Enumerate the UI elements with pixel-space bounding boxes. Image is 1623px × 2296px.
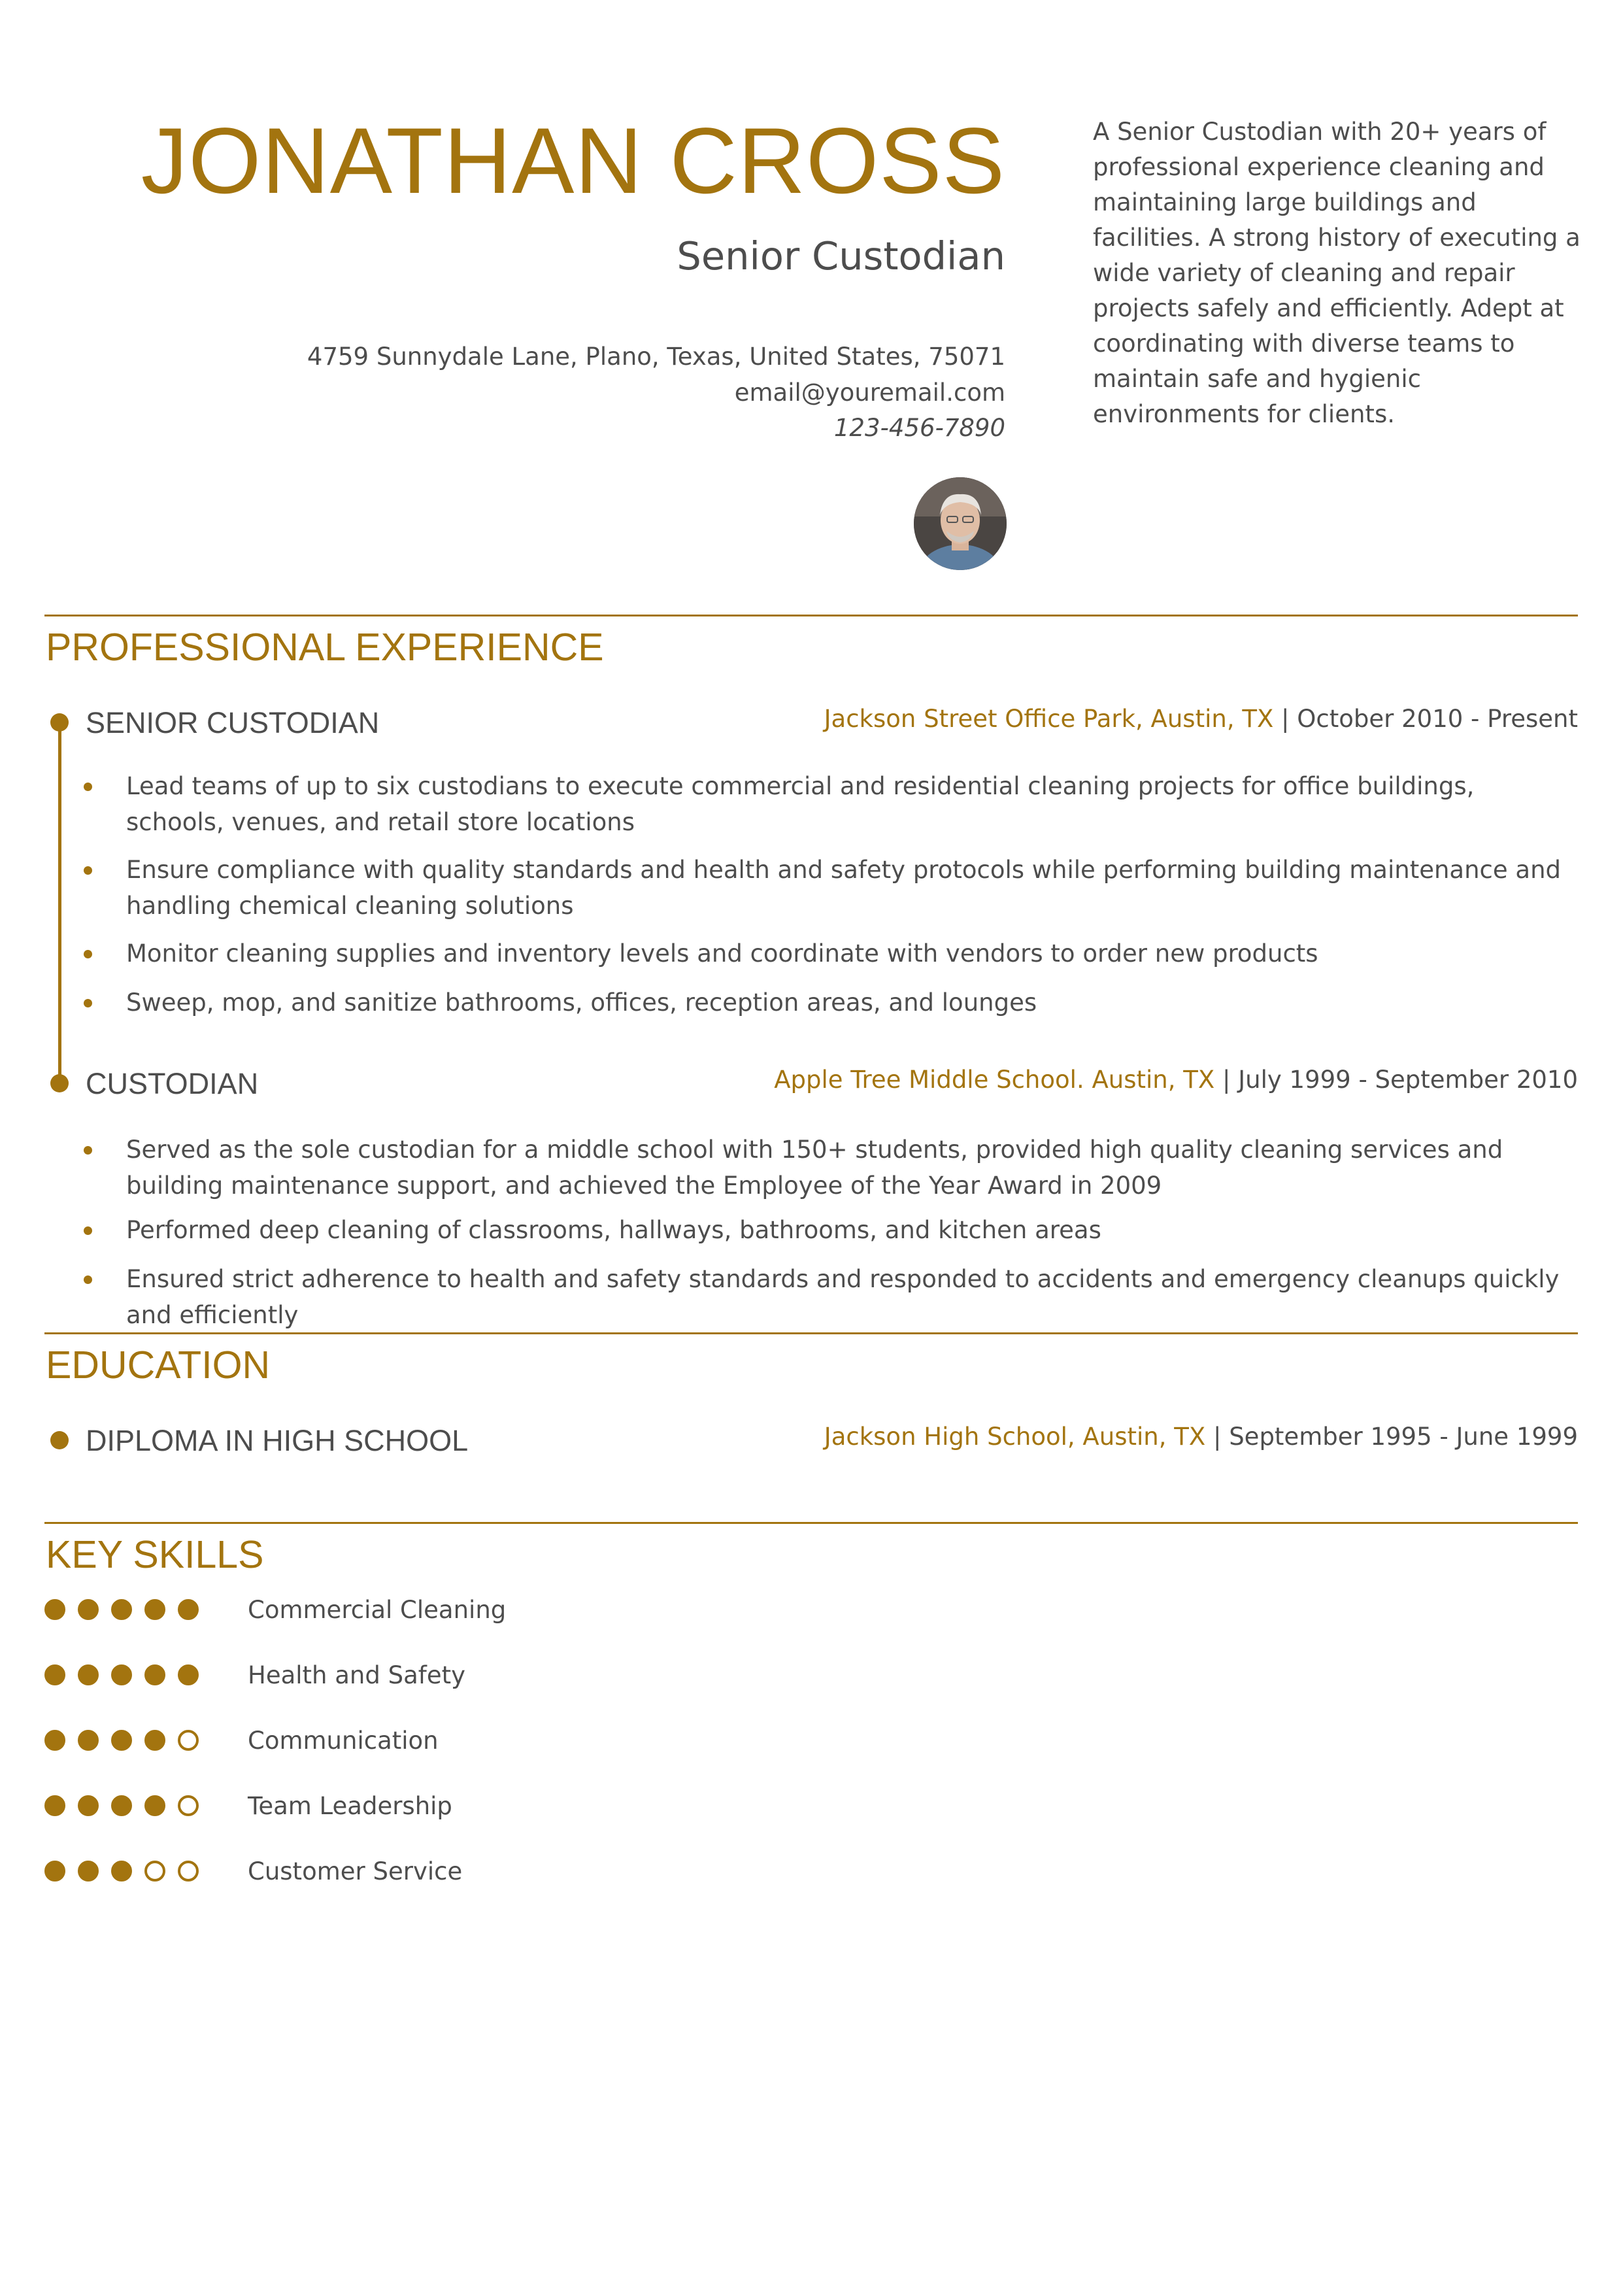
rating-dot-filled-icon <box>78 1599 99 1620</box>
skill-label: Customer Service <box>248 1857 463 1885</box>
list-item: Ensure compliance with quality standards and health and safety protocols while performing building maintenance and handling chemical cleaning solutions <box>126 856 1562 920</box>
rating-dot-filled-icon <box>78 1664 99 1685</box>
education-meta <box>824 1425 1578 1449</box>
rating-dot-empty-icon <box>178 1861 199 1882</box>
bullet-icon <box>84 1275 92 1284</box>
skill-label: Team Leadership <box>248 1792 452 1820</box>
rating-dot-filled-icon <box>178 1664 199 1685</box>
bullet-icon <box>84 783 92 791</box>
timeline-line <box>58 724 61 1084</box>
experience-heading: PROFESSIONAL EXPERIENCE <box>46 626 604 669</box>
rating-dot-filled-icon <box>44 1795 65 1816</box>
rating-dot-filled-icon <box>44 1861 65 1882</box>
job-meta <box>824 707 1578 731</box>
job-dates: October 2010 - Present <box>1297 705 1578 733</box>
list-item: Served as the sole custodian for a middle school with 150+ students, provided high quality cleaning services and building maintenance support, and achieved the Employee of the Year Award in 2009 <box>126 1136 1503 1200</box>
rating-dot-filled-icon <box>78 1861 99 1882</box>
bullet-icon <box>84 866 92 875</box>
rating-dot-filled-icon <box>111 1861 132 1882</box>
skill-label: Communication <box>248 1727 439 1755</box>
bullet-icon <box>84 1226 92 1235</box>
rating-dot-empty-icon <box>178 1795 199 1816</box>
phone: 123-456-7890 <box>833 414 1005 442</box>
list-item: Ensured strict adherence to health and safety standards and responded to accidents and emergency cleanups quickly and efficiently <box>126 1265 1560 1329</box>
rating-dot-filled-icon <box>178 1599 199 1620</box>
list-item: Performed deep cleaning of classrooms, hallways, bathrooms, and kitchen areas <box>126 1216 1101 1244</box>
job-role: SENIOR CUSTODIAN <box>86 706 380 739</box>
list-item: Lead teams of up to six custodians to execute commercial and residential cleaning projects for office buildings, schools, venues, and retail store locations <box>126 772 1475 836</box>
candidate-name: JONATHAN CROSS <box>141 109 1005 213</box>
rating-dot-filled-icon <box>44 1664 65 1685</box>
summary: A Senior Custodian with 20+ years of professional experience cleaning and maintaining large buildings and facilities. A strong history of executing a wide variety of cleaning and repair projects safely and efficiently. Adept at coordinating with diverse teams to maintain safe and hygienic environments for clients. <box>1093 118 1581 428</box>
rating-dot-filled-icon <box>44 1599 65 1620</box>
bullet-icon <box>84 999 92 1007</box>
separator: | <box>1214 1066 1239 1094</box>
list-item: Sweep, mop, and sanitize bathrooms, offices, reception areas, and lounges <box>126 988 1037 1017</box>
rating-dot-filled-icon <box>78 1730 99 1751</box>
rating-dot-empty-icon <box>144 1861 165 1882</box>
separator: | <box>1273 705 1297 733</box>
candidate-title: Senior Custodian <box>677 233 1005 279</box>
rating-dot-filled-icon <box>44 1730 65 1751</box>
rating-dot-filled-icon <box>111 1730 132 1751</box>
education-degree: DIPLOMA IN HIGH SCHOOL <box>86 1424 469 1457</box>
skills-heading: KEY SKILLS <box>46 1533 264 1576</box>
separator: | <box>1205 1423 1230 1451</box>
rating-dot-filled-icon <box>111 1664 132 1685</box>
rating-dot-empty-icon <box>178 1730 199 1751</box>
divider <box>44 1522 1578 1524</box>
skill-label: Commercial Cleaning <box>248 1596 507 1624</box>
avatar <box>914 477 1007 570</box>
education-dot <box>50 1431 69 1449</box>
rating-dot-filled-icon <box>78 1795 99 1816</box>
rating-dot-filled-icon <box>111 1599 132 1620</box>
rating-dot-filled-icon <box>111 1795 132 1816</box>
bullet-icon <box>84 950 92 958</box>
rating-dot-filled-icon <box>144 1599 165 1620</box>
rating-dot-filled-icon <box>144 1664 165 1685</box>
education-organization: Jackson High School, Austin, TX <box>824 1423 1206 1451</box>
job-organization: Jackson Street Office Park, Austin, TX <box>824 705 1274 733</box>
job-role: CUSTODIAN <box>86 1067 259 1100</box>
email[interactable]: email@youremail.com <box>734 379 1005 407</box>
divider <box>44 1332 1578 1334</box>
address: 4759 Sunnydale Lane, Plano, Texas, United States, 75071 <box>307 343 1005 371</box>
timeline-dot <box>50 1074 69 1092</box>
rating-dot-filled-icon <box>144 1730 165 1751</box>
timeline-dot <box>50 713 69 732</box>
job-meta <box>774 1068 1578 1092</box>
bullet-icon <box>84 1146 92 1155</box>
rating-dot-filled-icon <box>144 1795 165 1816</box>
job-organization: Apple Tree Middle School. Austin, TX <box>774 1066 1215 1094</box>
education-heading: EDUCATION <box>46 1343 271 1387</box>
skill-label: Health and Safety <box>248 1661 465 1689</box>
list-item: Monitor cleaning supplies and inventory levels and coordinate with vendors to order new products <box>126 939 1318 968</box>
divider <box>44 615 1578 616</box>
education-dates: September 1995 - June 1999 <box>1229 1423 1578 1451</box>
job-dates: July 1999 - September 2010 <box>1238 1066 1578 1094</box>
profile-photo-icon <box>914 477 1007 570</box>
